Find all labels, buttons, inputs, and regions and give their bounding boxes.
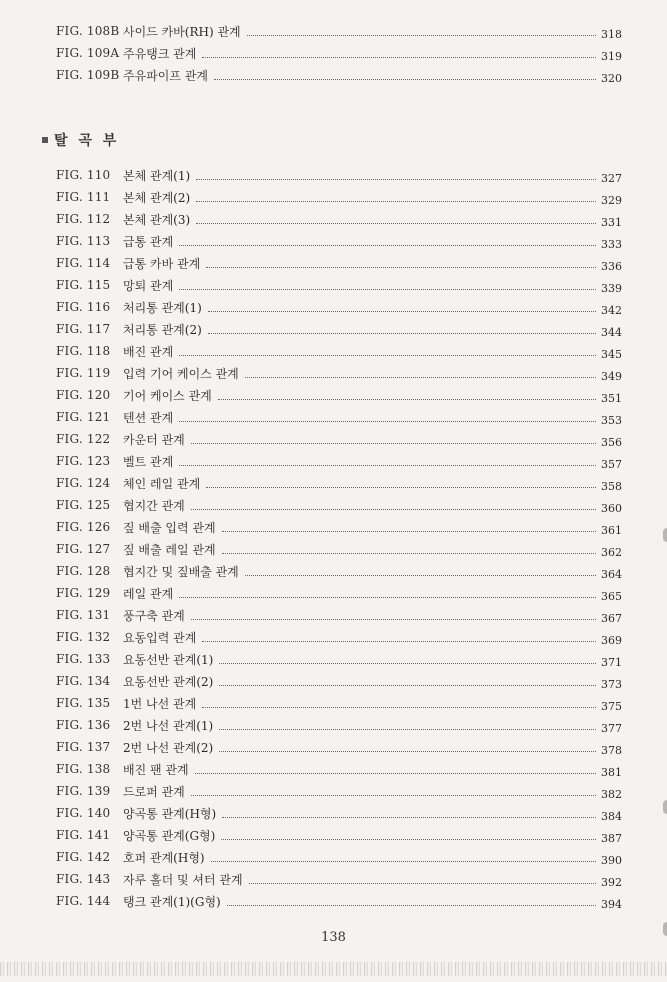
entry-page: 331 [601,215,622,229]
toc-list-continued [56,20,622,86]
dot-leader [191,433,596,444]
entry-page: 375 [601,699,622,713]
toc-entry [56,736,622,758]
page-number: 138 [321,930,346,945]
figure-number: FIG. 133 [56,652,111,666]
toc-entry [56,164,622,186]
entry-title: 배진 관계 [123,344,174,359]
entry-title: 자루 홀더 및 셔터 관계 [123,872,243,887]
toc-entry [56,780,622,802]
toc-entry [56,472,622,494]
dot-leader [179,587,596,598]
figure-number: FIG. 142 [56,850,111,864]
entry-page: 351 [601,391,622,405]
entry-page: 349 [601,369,622,383]
toc-list [56,164,622,912]
entry-page: 394 [601,897,622,911]
binding-hole-mark [663,922,667,936]
dot-leader [219,675,596,686]
toc-entry [56,758,622,780]
figure-number: FIG. 117 [56,322,111,336]
dot-leader [208,301,596,312]
entry-title: 양곡통 관계(H형) [123,806,217,821]
figure-number: FIG. 140 [56,806,111,820]
entry-page: 339 [601,281,622,295]
entry-page: 358 [601,479,622,493]
toc-entry [56,648,622,670]
toc-entry [56,582,622,604]
figure-number: FIG. 122 [56,432,111,446]
toc-entry [56,560,622,582]
dot-leader [221,829,596,840]
figure-number: FIG. 123 [56,454,111,468]
entry-title: 배진 팬 관계 [123,762,189,777]
dot-leader [211,851,596,862]
figure-number: FIG. 137 [56,740,111,754]
entry-title: 급통 관계 [123,234,174,249]
toc-entry [56,824,622,846]
dot-leader [196,191,596,202]
entry-page: 345 [601,347,622,361]
dot-leader [196,213,596,224]
entry-page: 329 [601,193,622,207]
entry-title: 양곡통 관계(G형) [123,828,216,843]
entry-title: 짚 배출 입력 관계 [123,520,216,535]
entry-title: 카운터 관계 [123,432,185,447]
figure-number: FIG. 135 [56,696,111,710]
entry-page: 367 [601,611,622,625]
dot-leader [245,565,596,576]
entry-title: 요동선반 관계(1) [123,652,214,667]
figure-number: FIG. 114 [56,256,111,270]
figure-number: FIG. 144 [56,894,111,908]
entry-page: 369 [601,633,622,647]
dot-leader [202,697,596,708]
entry-page: 382 [601,787,622,801]
entry-page: 318 [601,27,622,41]
toc-entry [56,494,622,516]
toc-entry [56,450,622,472]
dot-leader [202,631,596,642]
dot-leader [227,895,596,906]
figure-number: FIG. 109B [56,68,120,82]
entry-title: 체인 레일 관계 [123,476,201,491]
entry-page: 344 [601,325,622,339]
entry-page: 387 [601,831,622,845]
entry-page: 390 [601,853,622,867]
toc-entry [56,186,622,208]
entry-title: 주유파이프 관계 [123,68,208,83]
figure-number: FIG. 118 [56,344,111,358]
figure-number: FIG. 127 [56,542,111,556]
entry-page: 373 [601,677,622,691]
entry-title: 레일 관계 [123,586,174,601]
toc-entry [56,868,622,890]
section-heading [42,130,119,150]
entry-page: 365 [601,589,622,603]
toc-entry [56,406,622,428]
toc-entry [56,692,622,714]
toc-entry [56,516,622,538]
toc-entry [56,428,622,450]
figure-number: FIG. 141 [56,828,111,842]
entry-page: 360 [601,501,622,515]
entry-title: 망퇴 관계 [123,278,174,293]
figure-number: FIG. 120 [56,388,111,402]
dot-leader [245,367,596,378]
figure-number: FIG. 128 [56,564,111,578]
toc-entry [56,538,622,560]
dot-leader [179,345,596,356]
entry-title: 짚 배출 레일 관계 [123,542,216,557]
figure-number: FIG. 113 [56,234,111,248]
figure-number: FIG. 125 [56,498,111,512]
entry-title: 드로퍼 관계 [123,784,185,799]
entry-title: 풍구축 관계 [123,608,185,623]
toc-entry [56,274,622,296]
dot-leader [191,785,596,796]
figure-number: FIG. 124 [56,476,111,490]
dot-leader [219,653,596,664]
dot-leader [206,257,596,268]
toc-entry [56,340,622,362]
binding-hole-mark [663,800,667,814]
toc-entry [56,384,622,406]
entry-title: 사이드 카바(RH) 관계 [123,24,241,39]
entry-page: 364 [601,567,622,581]
toc-entry [56,626,622,648]
figure-number: FIG. 131 [56,608,111,622]
toc-entry [56,64,622,86]
dot-leader [195,763,596,774]
dot-leader [222,521,596,532]
entry-title: 탱크 관계(1)(G형) [123,894,221,909]
figure-number: FIG. 116 [56,300,111,314]
entry-title: 급통 카바 관계 [123,256,201,271]
square-bullet-icon [42,137,48,143]
entry-title: 2번 나선 관계(1) [123,718,214,733]
dot-leader [179,235,596,246]
dot-leader [222,807,596,818]
figure-number: FIG. 136 [56,718,111,732]
toc-entry [56,318,622,340]
entry-page: 353 [601,413,622,427]
dot-leader [219,719,596,730]
toc-entry [56,252,622,274]
toc-entry [56,296,622,318]
entry-page: 371 [601,655,622,669]
dot-leader [179,411,596,422]
figure-number: FIG. 129 [56,586,111,600]
dot-leader [218,389,596,400]
entry-title: 본체 관계(3) [123,212,191,227]
toc-entry [56,20,622,42]
dot-leader [214,69,596,80]
entry-page: 319 [601,49,622,63]
toc-entry [56,714,622,736]
scan-artifact-strip [0,962,667,976]
figure-number: FIG. 143 [56,872,111,886]
entry-page: 356 [601,435,622,449]
dot-leader [196,169,596,180]
figure-number: FIG. 139 [56,784,111,798]
entry-title: 본체 관계(1) [123,168,191,183]
figure-number: FIG. 138 [56,762,111,776]
dot-leader [222,543,596,554]
entry-page: 357 [601,457,622,471]
section-title: 탈 곡 부 [54,133,120,149]
binding-hole-mark [663,528,667,542]
dot-leader [179,279,596,290]
entry-page: 378 [601,743,622,757]
entry-page: 327 [601,171,622,185]
figure-number: FIG. 119 [56,366,111,380]
figure-number: FIG. 134 [56,674,111,688]
entry-page: 342 [601,303,622,317]
toc-entry [56,802,622,824]
toc-entry [56,670,622,692]
dot-leader [191,499,596,510]
entry-page: 384 [601,809,622,823]
toc-entry [56,362,622,384]
entry-page: 320 [601,71,622,85]
entry-page: 392 [601,875,622,889]
figure-number: FIG. 121 [56,410,111,424]
figure-number: FIG. 109A [56,46,120,60]
entry-title: 협지간 관계 [123,498,185,513]
entry-title: 기어 케이스 관계 [123,388,212,403]
figure-number: FIG. 110 [56,168,111,182]
entry-title: 요동입력 관계 [123,630,197,645]
toc-entry [56,890,622,912]
entry-page: 336 [601,259,622,273]
entry-title: 텐션 관계 [123,410,174,425]
dot-leader [219,741,596,752]
dot-leader [247,25,596,36]
figure-number: FIG. 112 [56,212,111,226]
entry-title: 처리통 관계(2) [123,322,202,337]
toc-entry [56,230,622,252]
entry-title: 처리통 관계(1) [123,300,202,315]
toc-entry [56,208,622,230]
dot-leader [179,455,596,466]
entry-page: 333 [601,237,622,251]
entry-title: 요동선반 관계(2) [123,674,214,689]
entry-page: 361 [601,523,622,537]
dot-leader [208,323,596,334]
dot-leader [206,477,596,488]
dot-leader [202,47,596,58]
entry-title: 주유탱크 관계 [123,46,197,61]
entry-title: 본체 관계(2) [123,190,191,205]
entry-page: 381 [601,765,622,779]
figure-number: FIG. 108B [56,24,120,38]
toc-entry [56,604,622,626]
entry-title: 1번 나선 관계 [123,696,197,711]
dot-leader [191,609,596,620]
entry-title: 호퍼 관계(H형) [123,850,205,865]
entry-page: 362 [601,545,622,559]
dot-leader [249,873,596,884]
toc-entry [56,42,622,64]
figure-number: FIG. 111 [56,190,111,204]
entry-title: 2번 나선 관계(2) [123,740,214,755]
entry-title: 협지간 및 짚배출 관계 [123,564,239,579]
entry-title: 벨트 관계 [123,454,174,469]
entry-title: 입력 기어 케이스 관계 [123,366,239,381]
figure-number: FIG. 132 [56,630,111,644]
figure-number: FIG. 126 [56,520,111,534]
entry-page: 377 [601,721,622,735]
figure-number: FIG. 115 [56,278,111,292]
toc-entry [56,846,622,868]
